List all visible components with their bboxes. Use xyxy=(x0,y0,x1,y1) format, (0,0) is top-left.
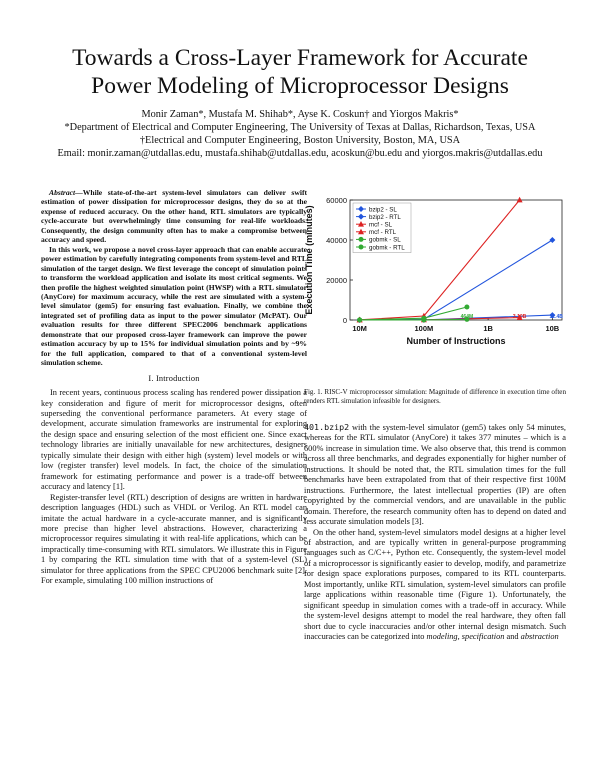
legend-entry: gobmk - RTL xyxy=(369,244,405,252)
y-tick-label: 0 xyxy=(342,316,347,325)
left-column xyxy=(41,188,307,587)
title-line-1: Towards a Cross-Layer Framework for Accurate xyxy=(72,45,528,71)
paper-title xyxy=(30,44,570,100)
right-column xyxy=(304,422,566,643)
annotation-label: 3.10B xyxy=(512,314,527,320)
data-point xyxy=(421,316,426,321)
benchmark-name: 401.bzip2 xyxy=(304,422,350,432)
legend-entry: gobmk - SL xyxy=(369,236,401,244)
sep-2: and xyxy=(504,632,521,642)
x-tick-label: 100M xyxy=(414,324,434,333)
section-heading-introduction: I. Introduction xyxy=(148,373,200,383)
legend-entry: bzip2 - RTL xyxy=(369,213,401,221)
intro-paragraph-2: Register-transfer level (RTL) description of designs are written in hardware description languages (HDL) such as VHDL or Verilog. An RTL model can imitate the actual hardware in a cycle-accurate manner, and is significantly more precise than higher level abstractions. However, characterizing a microprocessor requires simulating it with real-life applications, which can be impractically time-consuming with RTL simulators. We illustrate this in Figure 1 by comparing the RTL simulation time with that of a system-level (SL) simulator for three applications from the SPEC CPU2006 benchmark suite [2]. For example, simulating 100 million instructions of xyxy=(41,492,307,586)
right-paragraph-2-text: On the other hand, system-level simulators model designs at a higher level of abstraction, and are typically written in general-purpose programming languages such as C/C++, Python etc. Consequently, the system-level model of a microprocessor is significantly easier to develop, modify, and parametrize for design space explorations purposes, compared to its RTL counterparts. Most importantly, unlike RTL simulation, system-level simulators can profile large applications within reasonable time (Figure 1). Unfortunately, the significant speedup in simulation comes with a trade-off in accuracy. While the system-level designs attempt to model the real hardware, they often fall short due to cycle inaccuracies and/or other internal design mismatch. Such inaccuracies can be categorized into xyxy=(304,527,566,642)
series-line-gobmk-RTL xyxy=(360,307,467,320)
intro-paragraph-1: In recent years, continuous process scaling has rendered power dissipation a key consideration and figure of merit for microprocessor designs, often superseding the conventional performance parameters. At every stage of development, accurate simulation frameworks are instrumental for exploring the design space and ensuring selection of the most efficient one. Since exact technology libraries are initially unavailable for new architectures, designers typically simulate their design with either high (system) level models or with low (register transfer) level models. In fact, the choice of the simulation framework for estimating performance and power is a trade-off between accuracy and latency [1]. xyxy=(41,388,307,492)
sep-1: , xyxy=(457,632,462,642)
annotation-label: 464M xyxy=(460,314,474,320)
y-tick-label: 60000 xyxy=(326,196,347,205)
legend-entry: bzip2 - SL xyxy=(369,206,397,214)
affiliation-bu: †Electrical and Computer Engineering, Boston University, Boston, MA, USA xyxy=(139,135,461,146)
right-paragraph-2 xyxy=(304,528,566,643)
abstract-paragraph-2: In this work, we propose a novel cross-layer approach that can enable accurate power estimation by carefully integrating components from system-level and RTL simulation of the target design. We first leverage the concept of simulation points to transform the workload application and isolate its most critical segments. We then profile the highest weighted simulation point (HWSP) with a RTL simulator (AnyCore) for maximum accuracy, while the rest are simulated with a system-level simulator (gem5) for ensuring fast evaluation. Finally, we combine the integrated set of profiling data as input to the power simulator (McPAT). Our evaluation results for three different SPEC2006 benchmark applications demonstrate that our proposed cross-layer framework can improve the power estimation accuracy by up to 15% for individual simulation points and by ~9% for the full application, compared to that of a conventional system-level simulation scheme. xyxy=(41,244,307,368)
x-tick-label: 1B xyxy=(483,324,493,333)
legend-entry: mcf - RTL xyxy=(369,229,397,237)
legend-marker xyxy=(359,237,364,242)
data-point xyxy=(464,305,469,310)
y-axis-title: Execution Time (minutes) xyxy=(304,205,314,315)
term-modeling: modeling xyxy=(426,632,458,642)
y-tick-label: 20000 xyxy=(326,276,347,285)
data-point xyxy=(357,317,362,322)
term-specification: specification xyxy=(461,632,505,642)
x-tick-label: 10M xyxy=(352,324,367,333)
data-point xyxy=(549,237,555,243)
legend-entry: mcf - SL xyxy=(369,221,393,229)
annotation-label: 12.4B xyxy=(549,314,563,320)
affiliation-utd: *Department of Electrical and Computer Engineering, The University of Texas at Dallas, Richardson, Texas, USA xyxy=(64,122,536,133)
author-names: Monir Zaman*, Mustafa M. Shihab*, Ayse K. Coskun† and Yiorgos Makris* xyxy=(141,109,459,120)
x-axis-title: Number of Instructions xyxy=(406,336,506,346)
author-block xyxy=(20,108,580,160)
title-line-2: Power Modeling of Microprocessor Designs xyxy=(91,73,509,99)
right-paragraph-1-text: with the system-level simulator (gem5) takes only 54 minutes, whereas for the RTL simulator (AnyCore) it takes 377 minutes – which is a 600% increase in simulation time. We also observe that, this trend is common across all three benchmarks, and degrades exponentially for higher number of instructions. It should be noted that, the RTL simulation times for the full benchmarks have been extrapolated from that of their respective first 100M instructions. Furthermore, the latest intellectual properties (IP) are often copyrighted by the commercial vendors, and are unavailable in the public domain. Therefore, the research community often has to depend on dated and less accurate simulation models [3]. xyxy=(304,423,566,527)
x-tick-label: 10B xyxy=(545,324,560,333)
right-paragraph-1 xyxy=(304,422,566,528)
term-abstraction: abstraction xyxy=(520,632,559,642)
figure-caption: Fig. 1. RISC-V microprocessor simulation: Magnitude of difference in execution time often renders RTL simulation infeasible for designers. xyxy=(304,388,566,405)
y-tick-label: 40000 xyxy=(326,236,347,245)
execution-time-chart xyxy=(298,186,570,386)
legend-marker xyxy=(359,245,364,250)
abstract-text-1: —While state-of-the-art system-level simulators can deliver swift estimation of power dissipation for microprocessor designs, they do so at the expense of reduced accuracy. On the other hand, RTL simulators are typically cycle-accurate but overwhelmingly time consuming for real-life workloads. Consequently, the design community often has to make a compromise between accuracy and speed. xyxy=(41,188,307,245)
author-emails: Email: monir.zaman@utdallas.edu, mustafa.shihab@utdallas.edu, acoskun@bu.edu and yiorgos.makris@utdallas.edu xyxy=(57,148,543,159)
abstract-paragraph-1 xyxy=(41,188,307,245)
abstract-label: Abstract xyxy=(49,188,76,197)
